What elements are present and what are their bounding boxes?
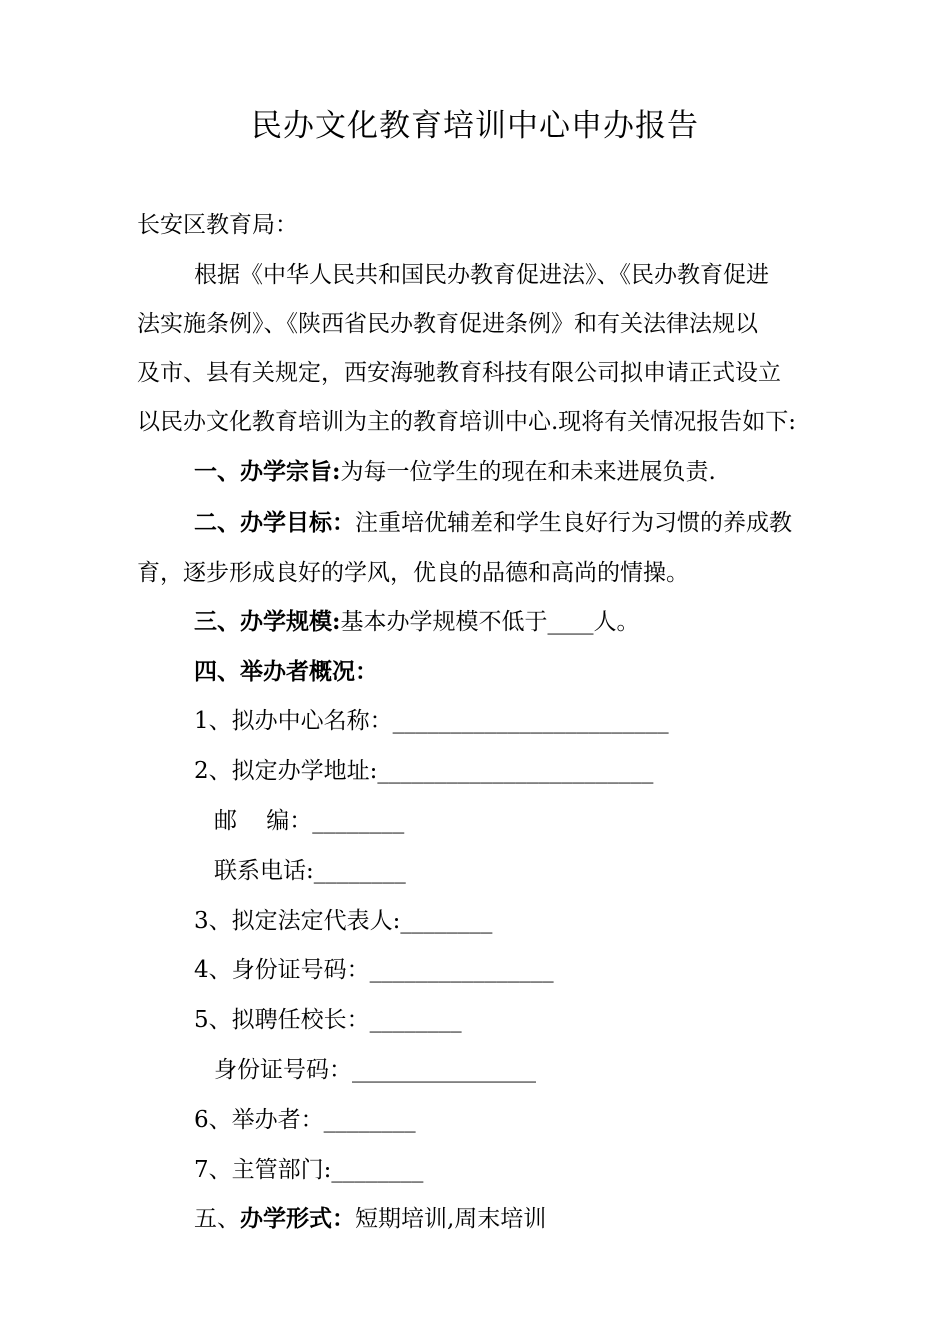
item-authority: 7、主管部门:________ <box>194 1157 424 1183</box>
section-5-prefix: 五、 <box>194 1206 240 1232</box>
section-5-label: 办学形式： <box>240 1205 355 1232</box>
section-2-label: 二、办学目标： <box>194 509 355 536</box>
section-2 <box>194 508 792 538</box>
section-3 <box>194 607 640 637</box>
item-legal-rep: 3、拟定法定代表人:________ <box>194 908 493 934</box>
item-postcode: 邮 编：________ <box>214 808 405 834</box>
section-4-label: 四、举办者概况： <box>194 658 378 685</box>
item-organizer: 6、举办者：________ <box>194 1107 416 1133</box>
intro-line-2: 法实施条例》、《陕西省民办教育促进条例》和有关法律法规以 <box>137 311 758 337</box>
section-2-text: 注重培优辅差和学生良好行为习惯的养成教 <box>355 510 792 536</box>
section-2-continued: 育，逐步形成良好的学风，优良的品德和高尚的情操。 <box>137 560 689 586</box>
item-center-name: 1、拟办中心名称：________________________ <box>194 708 669 734</box>
section-1-text: 为每一位学生的现在和未来进展负责. <box>340 459 716 485</box>
salutation: 长安区教育局： <box>137 212 298 238</box>
intro-line-3: 及市、县有关规定，西安海驰教育科技有限公司拟申请正式设立 <box>137 360 781 386</box>
item-principal-id: 身份证号码：________________ <box>214 1057 536 1083</box>
section-1 <box>194 457 716 487</box>
item-id-number: 4、身份证号码：________________ <box>194 957 554 983</box>
item-address: 2、拟定办学地址:________________________ <box>194 758 654 784</box>
section-1-label: 一、办学宗旨: <box>194 458 341 485</box>
document-title: 民办文化教育培训中心申办报告 <box>251 108 699 144</box>
item-phone: 联系电话:________ <box>214 858 406 884</box>
section-3-label: 三、办学规模: <box>194 608 341 635</box>
intro-line-4: 以民办文化教育培训为主的教育培训中心.现将有关情况报告如下: <box>137 409 797 435</box>
intro-line-1: 根据《中华人民共和国民办教育促进法》、《民办教育促进 <box>194 262 769 288</box>
section-5-text: 短期培训,周末培训 <box>355 1206 547 1232</box>
section-3-text: 基本办学规模不低于____人。 <box>340 609 640 635</box>
section-5 <box>194 1204 546 1234</box>
item-principal: 5、拟聘任校长：________ <box>194 1007 462 1033</box>
